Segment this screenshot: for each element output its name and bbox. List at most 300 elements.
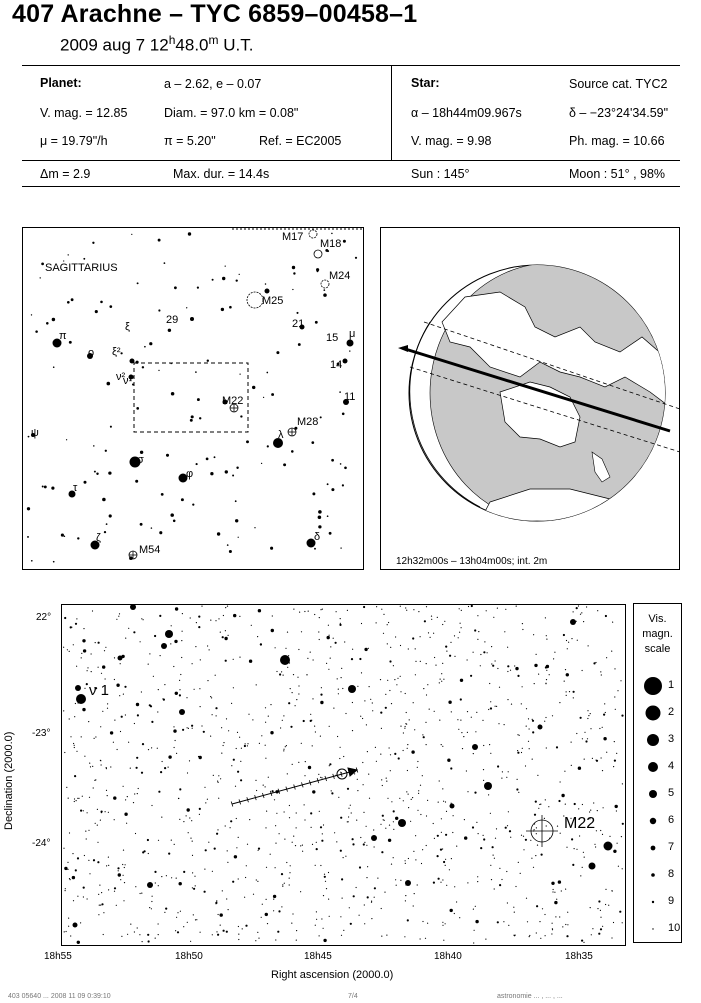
chart-star — [113, 742, 114, 743]
chart-star — [190, 617, 191, 618]
finder-star — [170, 513, 174, 517]
chart-star — [426, 815, 427, 816]
chart-star — [483, 769, 484, 770]
chart-star — [601, 757, 602, 758]
chart-star — [413, 905, 414, 906]
chart-star — [151, 721, 153, 723]
chart-star — [514, 912, 515, 913]
chart-star — [552, 715, 553, 716]
chart-star — [560, 781, 561, 782]
chart-star — [227, 862, 228, 863]
chart-star — [140, 641, 141, 642]
finder-star — [323, 293, 327, 297]
finder-star — [188, 232, 191, 235]
chart-star — [446, 811, 447, 812]
chart-star — [565, 804, 566, 805]
chart-star — [268, 716, 269, 717]
chart-star — [265, 827, 266, 828]
chart-star — [289, 884, 290, 885]
chart-star — [162, 761, 163, 762]
chart-star — [408, 858, 409, 859]
chart-star — [538, 808, 539, 809]
chart-star — [513, 907, 514, 908]
chart-star — [277, 931, 279, 933]
finder-star — [239, 274, 240, 275]
chart-star — [239, 737, 240, 738]
finder-star — [77, 537, 79, 539]
chart-star — [366, 724, 367, 725]
finder-star — [144, 346, 146, 348]
finder-star — [104, 531, 106, 533]
chart-star — [472, 744, 478, 750]
chart-star — [570, 619, 576, 625]
chart-star — [130, 768, 131, 769]
finder-star — [41, 263, 44, 266]
chart-star — [266, 867, 267, 868]
finder-star — [239, 373, 240, 374]
finder-star — [190, 419, 193, 422]
chart-star — [593, 662, 595, 664]
chart-star — [600, 910, 601, 911]
chart-star — [578, 605, 579, 606]
chart-star — [236, 748, 237, 749]
chart-star — [77, 941, 80, 944]
finder-label: M24 — [329, 270, 351, 282]
date-suffix: U.T. — [218, 35, 254, 55]
chart-star — [204, 869, 205, 870]
chart-star — [552, 891, 553, 892]
chart-star — [182, 613, 183, 614]
finder-star — [225, 470, 228, 473]
chart-star — [622, 783, 623, 784]
chart-star — [69, 718, 70, 719]
chart-star — [258, 848, 260, 850]
chart-star — [476, 712, 477, 713]
chart-star — [141, 618, 142, 619]
chart-star — [183, 821, 184, 822]
chart-star — [187, 772, 188, 773]
star-dec: δ – −23°24'34.59" — [569, 106, 669, 120]
chart-star — [270, 854, 271, 855]
chart-star — [230, 827, 231, 828]
chart-star — [441, 681, 442, 682]
finder-star — [158, 239, 161, 242]
chart-star — [609, 836, 610, 837]
chart-star — [451, 803, 452, 804]
chart-star — [177, 912, 178, 913]
chart-star — [302, 845, 303, 846]
chart-star — [571, 638, 572, 639]
chart-star — [116, 684, 119, 687]
chart-star — [459, 608, 460, 609]
chart-star — [118, 873, 121, 876]
chart-star — [403, 750, 404, 751]
chart-star — [376, 622, 377, 623]
chart-star — [187, 808, 190, 811]
chart-star — [622, 823, 624, 825]
chart-star — [539, 725, 540, 726]
chart-star — [95, 823, 96, 824]
chart-star — [323, 824, 324, 825]
chart-star — [451, 858, 452, 859]
finder-star — [283, 463, 286, 466]
chart-star — [370, 699, 371, 700]
finder-star — [314, 548, 316, 550]
chart-star — [168, 755, 171, 758]
planet-heading: Planet: — [40, 76, 82, 90]
chart-star — [273, 899, 274, 900]
chart-star — [168, 853, 170, 855]
chart-star — [388, 839, 391, 842]
finder-star — [135, 480, 138, 483]
finder-star — [261, 463, 262, 464]
chart-star — [380, 824, 381, 825]
chart-star — [67, 649, 68, 650]
chart-star — [158, 689, 159, 690]
chart-star — [173, 729, 176, 732]
chart-star — [240, 779, 242, 781]
chart-star — [539, 921, 540, 922]
chart-star — [587, 718, 588, 719]
chart-star — [592, 928, 593, 929]
scale-title-1: Vis. — [648, 613, 667, 625]
chart-star — [192, 855, 193, 856]
chart-star — [364, 923, 365, 924]
chart-star — [75, 623, 77, 625]
chart-star — [258, 609, 261, 612]
chart-star — [395, 879, 396, 880]
chart-star — [270, 731, 273, 734]
chart-star — [554, 892, 555, 893]
scale-dot — [651, 873, 655, 877]
chart-star — [343, 756, 344, 757]
chart-star — [381, 779, 382, 780]
chart-star — [304, 804, 305, 805]
chart-star — [179, 819, 180, 820]
chart-star — [431, 619, 432, 620]
finder-star — [235, 500, 237, 502]
chart-star — [275, 825, 276, 826]
finder-star — [171, 392, 175, 396]
chart-star — [454, 913, 455, 914]
chart-star — [396, 684, 397, 685]
chart-star — [354, 773, 355, 774]
chart-star — [77, 798, 78, 799]
chart-star — [530, 840, 531, 841]
star-chart — [0, 600, 630, 1003]
chart-star — [125, 864, 126, 865]
chart-star — [325, 881, 326, 882]
chart-star — [324, 876, 326, 878]
chart-star — [89, 763, 90, 764]
chart-star — [155, 938, 156, 939]
chart-star — [316, 848, 318, 850]
chart-star — [340, 817, 342, 819]
chart-star — [137, 714, 139, 716]
chart-star — [362, 718, 363, 719]
finder-star — [343, 240, 346, 243]
chart-star — [64, 931, 65, 932]
chart-star — [377, 878, 378, 879]
finder-star — [100, 301, 103, 304]
chart-star — [324, 874, 325, 875]
finder-star — [95, 310, 98, 313]
chart-star — [74, 745, 75, 746]
finder-star — [46, 322, 49, 325]
finder-star — [68, 254, 69, 255]
finder-star — [293, 272, 295, 274]
chart-star — [422, 921, 423, 922]
chart-star — [617, 843, 618, 844]
finder-star — [197, 287, 199, 289]
chart-star — [411, 799, 412, 800]
chart-star — [542, 908, 543, 909]
chart-star — [602, 727, 603, 728]
chart-star — [347, 788, 349, 790]
chart-star — [91, 671, 92, 672]
chart-star — [580, 875, 581, 876]
chart-star — [76, 694, 86, 704]
chart-star — [216, 715, 217, 716]
finder-star — [84, 481, 87, 484]
chart-star — [590, 810, 591, 811]
divider-top — [22, 65, 680, 66]
chart-star — [203, 731, 205, 733]
xtick-label: 18h35 — [565, 951, 593, 962]
chart-star — [420, 814, 421, 815]
chart-star — [567, 912, 568, 913]
chart-star — [118, 616, 119, 617]
chart-star — [341, 677, 342, 678]
chart-star — [569, 691, 570, 692]
chart-star — [574, 803, 576, 805]
chart-star — [142, 743, 144, 745]
chart-star — [359, 658, 361, 660]
planet-parallax: π = 5.20" — [164, 134, 216, 148]
chart-star — [88, 830, 89, 831]
chart-star — [238, 878, 239, 879]
chart-star — [375, 747, 376, 748]
chart-star — [483, 651, 485, 653]
finder-star — [236, 279, 238, 281]
chart-star — [439, 720, 440, 721]
chart-star — [461, 732, 462, 733]
scale-dot — [647, 734, 659, 746]
chart-star — [189, 760, 190, 761]
chart-star — [576, 849, 577, 850]
chart-star — [92, 610, 93, 611]
chart-star — [517, 750, 518, 751]
xtick-label: 18h45 — [304, 951, 332, 962]
chart-star — [130, 604, 136, 610]
chart-star — [226, 718, 227, 719]
chart-star — [144, 850, 146, 852]
chart-star — [503, 921, 504, 922]
chart-star — [265, 707, 266, 708]
chart-star — [385, 694, 386, 695]
chart-star — [78, 690, 79, 691]
footer-left: 403 05640 ... 2008 11 09 0:39:10 — [8, 993, 111, 1000]
chart-star — [573, 611, 574, 612]
chart-star — [84, 855, 85, 856]
chart-star — [181, 657, 182, 658]
chart-star — [508, 771, 509, 772]
scale-dot — [646, 706, 661, 721]
chart-star — [337, 736, 338, 737]
chart-star — [70, 626, 72, 628]
chart-star — [491, 663, 492, 664]
chart-star — [338, 693, 339, 694]
finder-star — [40, 277, 41, 278]
chart-star — [441, 744, 442, 745]
chart-star — [507, 902, 508, 903]
chart-star — [480, 665, 481, 666]
finder-star — [212, 279, 214, 281]
chart-star — [415, 648, 416, 649]
chart-star — [320, 701, 323, 704]
finder-star — [131, 234, 132, 235]
chart-star — [587, 710, 588, 711]
chart-star — [338, 797, 339, 798]
scale-dot — [649, 790, 657, 798]
finder-label: ζ — [96, 532, 101, 544]
chart-star — [233, 659, 234, 660]
chart-star — [276, 671, 277, 672]
chart-star — [100, 905, 101, 906]
finder-star — [320, 416, 322, 418]
chart-star — [471, 605, 473, 607]
finder-star — [61, 534, 64, 537]
finder-star — [67, 301, 70, 304]
chart-star — [75, 703, 76, 704]
chart-star — [302, 851, 303, 852]
chart-star — [489, 785, 491, 787]
magnitude-scale — [633, 603, 682, 943]
chart-star — [178, 798, 179, 799]
chart-star — [196, 622, 197, 623]
finder-label: M18 — [320, 238, 342, 250]
scale-dot — [652, 928, 653, 929]
chart-star — [310, 652, 311, 653]
chart-star — [555, 916, 556, 917]
chart-star — [553, 658, 554, 659]
finder-star — [197, 398, 200, 401]
finder-star — [166, 454, 169, 457]
chart-star — [73, 900, 74, 901]
chart-star — [468, 606, 469, 607]
chart-star — [216, 833, 218, 835]
chart-star — [246, 865, 247, 866]
chart-star — [242, 928, 243, 929]
chart-star — [318, 631, 319, 632]
finder-star — [186, 307, 187, 308]
chart-star — [559, 702, 560, 703]
chart-star — [73, 923, 78, 928]
chart-star — [100, 726, 101, 727]
finder-label: σ — [137, 454, 144, 466]
chart-star — [241, 748, 242, 749]
chart-star — [343, 930, 344, 931]
chart-star — [107, 703, 108, 704]
chart-star — [329, 916, 330, 917]
chart-star — [399, 798, 400, 799]
finder-star — [132, 384, 134, 386]
chart-star — [445, 865, 446, 866]
chart-star — [287, 632, 288, 633]
chart-star — [351, 812, 352, 813]
finder-star — [174, 286, 177, 289]
chart-star — [239, 616, 240, 617]
chart-star — [245, 925, 247, 927]
chart-star — [304, 611, 305, 612]
chart-star — [88, 860, 89, 861]
chart-star — [622, 868, 623, 869]
chart-star — [260, 643, 262, 645]
chart-star — [461, 610, 462, 611]
chart-star — [490, 784, 491, 785]
chart-star — [157, 748, 158, 749]
chart-star — [82, 639, 85, 642]
chart-star — [612, 622, 613, 623]
chart-star — [605, 889, 606, 890]
chart-star — [425, 938, 426, 939]
chart-star — [446, 885, 447, 886]
chart-star — [536, 833, 537, 834]
chart-star — [578, 767, 581, 770]
chart-star — [140, 893, 141, 894]
finder-star — [161, 493, 164, 496]
chart-star — [557, 826, 558, 827]
chart-star — [391, 864, 392, 865]
ytick-label: -24° — [32, 838, 51, 849]
chart-star — [529, 748, 530, 749]
chart-star — [173, 666, 174, 667]
chart-star — [73, 743, 74, 744]
divider-middle — [22, 160, 680, 161]
chart-star — [518, 792, 519, 793]
chart-star — [588, 715, 589, 716]
chart-star — [222, 890, 223, 891]
finder-star — [94, 471, 96, 473]
chart-star — [113, 796, 116, 799]
chart-star — [535, 801, 537, 803]
chart-star — [603, 714, 605, 716]
chart-star — [212, 934, 213, 935]
chart-star — [393, 829, 394, 830]
chart-star — [606, 752, 607, 753]
scale-label: 4 — [668, 760, 675, 772]
finder-star — [355, 257, 357, 259]
chart-star — [483, 838, 485, 840]
finder-label: 21 — [292, 318, 305, 330]
chart-star — [408, 648, 409, 649]
chart-star — [348, 816, 349, 817]
chart-star — [171, 625, 172, 626]
finder-star — [235, 519, 238, 522]
chart-star — [452, 832, 453, 833]
chart-star — [319, 639, 320, 640]
chart-star — [413, 851, 414, 852]
chart-star — [210, 696, 211, 697]
chart-star — [298, 685, 299, 686]
chart-star — [498, 723, 499, 724]
chart-star — [166, 875, 167, 876]
chart-star — [537, 775, 538, 776]
chart-star — [226, 898, 227, 899]
chart-star — [199, 756, 202, 759]
chart-star — [383, 633, 384, 634]
chart-star — [602, 770, 603, 771]
